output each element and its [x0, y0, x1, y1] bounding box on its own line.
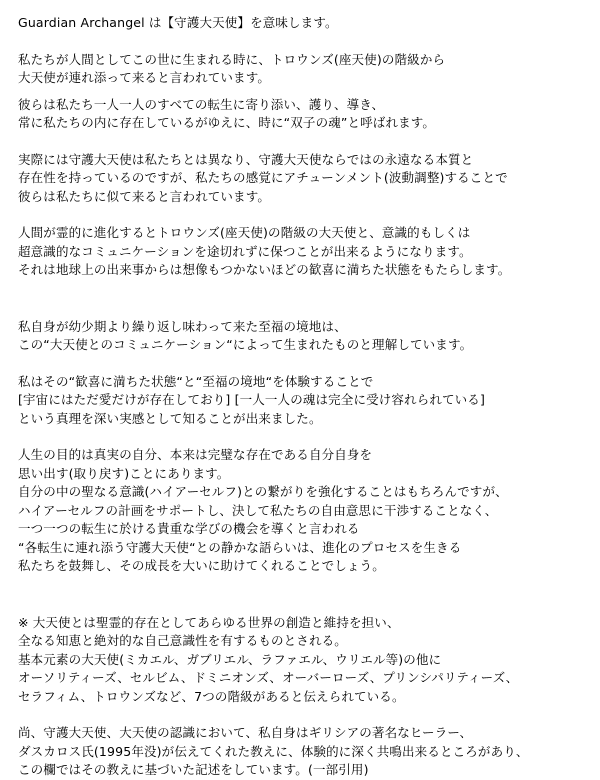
- footnote-archangels: [18, 614, 588, 707]
- text-line: 私自身が幼少期より繰り返し味わって来た至福の境地は、: [18, 318, 347, 334]
- text-line: 一つ一つの転生に於ける貴重な学びの機会を導くと言われる: [18, 521, 360, 536]
- paragraph-3: [18, 151, 588, 207]
- paragraph-6: [18, 373, 588, 429]
- paragraph-4: [18, 224, 588, 280]
- text-line: 私たちを鼓舞し、その成長を大いに助けてくれることでしょう。: [18, 558, 385, 573]
- text-line: 全なる知恵と絶対的な自己意識性を有するものとされる。: [18, 633, 347, 648]
- text-line: ダスカロス氏(1995年没)が伝えてくれた教えに、体験的に深く共鳴出来るところがあり、: [18, 743, 529, 759]
- paragraph-source: [18, 724, 588, 780]
- text-line: 私はその“歓喜に満ちた状態“と“至福の境地“を体験することで: [18, 373, 374, 389]
- text-line: 人生の目的は真実の自分、本来は完璧な存在である自分自身を: [18, 447, 373, 462]
- text-line: ハイアーセルフの計画をサポートし、決して私たちの自由意思に干渉することなく、: [18, 502, 498, 518]
- text-line: 基本元素の大天使(ミカエル、ガブリエル、ラファエル、ウリエル等)の他に: [18, 651, 442, 667]
- text-line: セラフィム、トロウンズなど、7つの階級があると伝えられている。: [18, 688, 405, 704]
- text-line: オーソリティーズ、セルビム、ドミニオンズ、オーバーローズ、プリンシパリティーズ、: [18, 670, 519, 685]
- text-line: 自分の中の聖なる意識(ハイアーセルフ)との繋がりを強化することはもちろんですが、: [18, 484, 508, 499]
- paragraph-1: [18, 51, 588, 88]
- text-line: 彼らは私たちに似て来ると言われています。: [18, 188, 271, 204]
- text-line: 彼らは私たち一人一人のすべての転生に寄り添い、護り、導き、: [18, 96, 385, 112]
- intro-line: Guardian Archangel は【守護大天使】を意味します。: [18, 15, 338, 30]
- paragraph-7: [18, 446, 588, 576]
- text-line: 超意識的なコミュニケーションを途切れずに保つことが出来るようになります。: [18, 243, 472, 259]
- paragraph-2: [18, 96, 588, 133]
- paragraph-5: [18, 318, 588, 355]
- text-line: それは地球上の出来事からは想像もつかないほどの歓喜に満ちた状態をもたらします。: [18, 262, 511, 277]
- text-line: この“大天使とのコミュニケーション“によって生まれたものと理解しています。: [18, 337, 473, 352]
- text-line: 思い出す(取り戻す)ことにあります。: [18, 465, 230, 481]
- text-line: 人間が霊的に進化するとトロウンズ(座天使)の階級の大天使と、意識的もしくは: [18, 225, 471, 240]
- document-body: [18, 14, 588, 780]
- text-line: 大天使が連れ添って来ると言われています。: [18, 70, 271, 85]
- text-line: [宇宙にはただ愛だけが存在しており] [一人一人の魂は完全に受け容れられている]: [18, 392, 485, 407]
- text-line: この欄ではその教えに基づいた記述をしています。(一部引用): [18, 762, 369, 777]
- text-line: 私たちが人間としてこの世に生まれる時に、トロウンズ(座天使)の階級から: [18, 51, 446, 67]
- text-line: ※ 大天使とは聖霊的存在としてあらゆる世界の創造と維持を担い、: [18, 614, 400, 630]
- text-line: 存在性を持っているのですが、私たちの感覚にアチューンメント(波動調整)することで: [18, 170, 508, 185]
- text-line: 尚、守護大天使、大天使の認識において、私自身はギリシアの著名なヒーラー、: [18, 725, 473, 740]
- text-line: 常に私たちの内に存在しているがゆえに、時に“双子の魂”と呼ばれます。: [18, 115, 436, 130]
- text-line: “各転生に連れ添う守護大天使“との静かな語らいは、進化のプロセスを生きる: [18, 539, 462, 555]
- text-line: 実際には守護大天使は私たちとは異なり、守護大天使ならではの永遠なる本質と: [18, 151, 474, 167]
- text-line: という真理を深い実感として知ることが出来ました。: [18, 410, 322, 426]
